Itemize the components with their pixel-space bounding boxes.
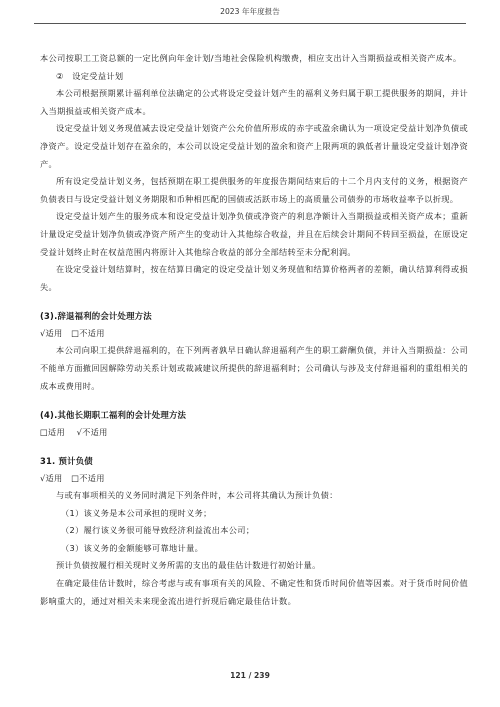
paragraph-intro: 本公司按职工工资总额的一定比例向年金计划/当地社会保险机构缴费，相应支出计入当期损益或相关资产成本。 — [40, 53, 462, 63]
page-content — [40, 50, 468, 610]
provisions-not-applicable: □不适用 — [71, 473, 105, 484]
page-number: 121 / 239 — [230, 671, 270, 680]
provision-condition-item: （3）该义务的金额能够可靠地计量。 — [61, 542, 204, 553]
paragraph-provisions-2: 预计负债按履行相关现时义务所需的支出的最佳估计数进行初始计量。 — [56, 560, 321, 571]
defined-benefit-heading: ② 设定受益计划 — [56, 70, 124, 81]
paragraph-db-2: 设定受益计划义务现值减去设定受益计划资产公允价值所形成的赤字或盈余确认为一项设定受益计划净负债或净资产。设定受益计划存在盈余的，本公司以设定受益计划的盈余和资产上限两项的孰低者计量设定受益计划净资产。 — [40, 123, 468, 169]
provision-condition-item: （2）履行该义务很可能导致经济利益流出本公司； — [61, 525, 255, 536]
other-lt-checkbox-row — [40, 424, 468, 441]
paragraph-provisions-3: 在确定最佳估计数时，综合考虑与或有事项有关的风险、不确定性和货币时间价值等因素。对于货币时间价值影响重大的，通过对相关未来现金流出进行折现后确定最佳估计数。 — [40, 578, 468, 606]
provisions-heading: 31. 预计负债 — [40, 456, 93, 467]
provisions-checkbox-row — [40, 470, 468, 487]
paragraph-provisions-1: 与或有事项相关的义务同时满足下列条件时，本公司将其确认为预计负债： — [56, 490, 338, 501]
termination-not-applicable: □不适用 — [71, 328, 105, 339]
paragraph-db-1: 本公司根据预期累计福利单位法确定的公式将设定受益计划产生的福利义务归属于职工提供服务的期间，并计入当期损益或相关资产成本。 — [40, 88, 468, 116]
termination-checkbox-row — [40, 325, 468, 342]
provision-condition-item: （1）该义务是本公司承担的现时义务； — [61, 507, 212, 518]
paragraph-db-5: 在设定受益计划结算时，按在结算日确定的设定受益计划义务现值和结算价格两者的差额，确认结算利得或损失。 — [40, 264, 468, 292]
other-lt-not-applicable: √不适用 — [76, 427, 108, 438]
paragraph-db-3: 所有设定受益计划义务，包括预期在职工提供服务的年度报告期间结束后的十二个月内支付的义务，根据资产负债表日与设定受益计划义务期限和币种相匹配的国债或活跃市场上的高质量公司债券的市场收益率予以折现。 — [40, 176, 468, 204]
paragraph-termination: 本公司向职工提供辞退福利的，在下列两者孰早日确认辞退福利产生的职工薪酬负债，并计入当期损益：公司不能单方面撤回因解除劳动关系计划或裁减建议所提供的辞退福利时；公司确认与涉及支付辞退福利的重组相关的成本或费用时。 — [40, 345, 468, 391]
other-lt-heading: (4).其他长期职工福利的会计处理方法 — [40, 410, 187, 421]
provisions-applicable: √适用 — [40, 473, 63, 484]
page-header: 2023 年年度报告 — [34, 6, 466, 24]
termination-applicable: √适用 — [40, 328, 63, 339]
other-lt-applicable: □适用 — [40, 427, 66, 438]
termination-heading: (3).辞退福利的会计处理方法 — [40, 311, 152, 322]
paragraph-db-4: 设定受益计划产生的服务成本和设定受益计划净负债或净资产的利息净额计入当期损益或相关资产成本；重新计量设定受益计划净负债或净资产所产生的变动计入其他综合收益，并且在后续会计期间不转回至损益，在原设定受益计划终止时在权益范围内将原计入其他综合收益的部分全部结转至未分配利润。 — [40, 211, 468, 257]
